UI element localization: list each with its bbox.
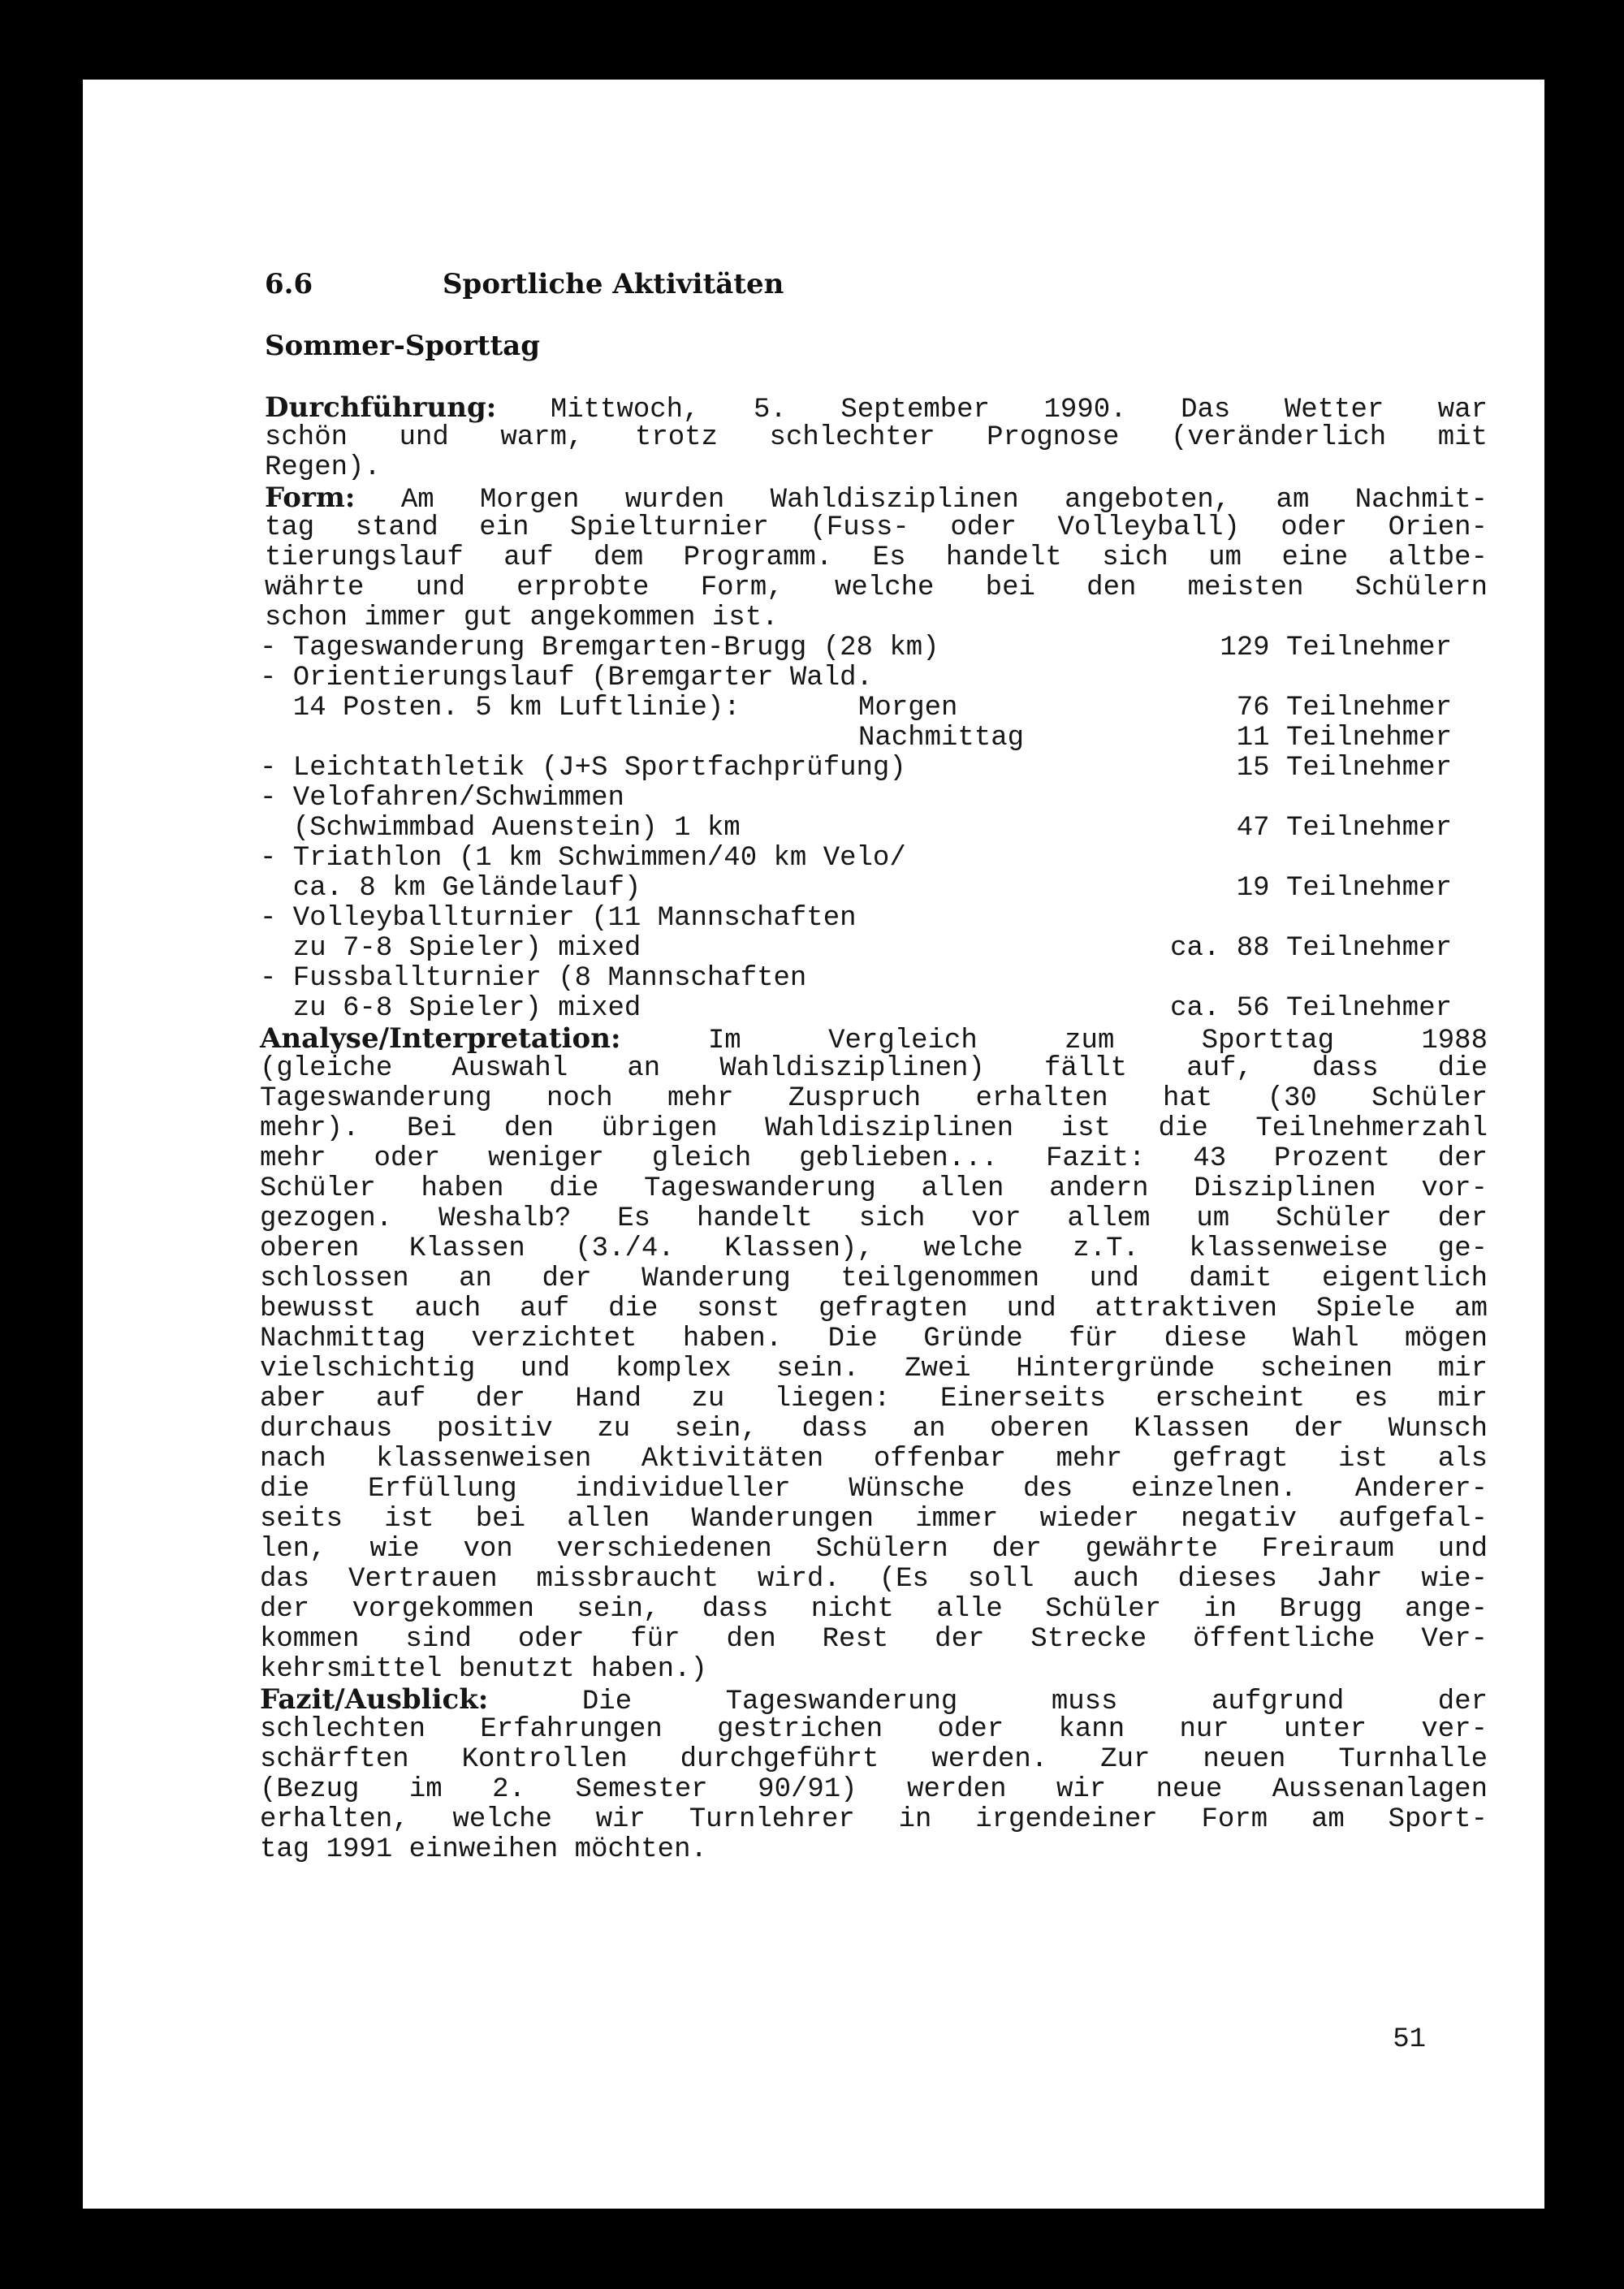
fazit-first-line (260, 1685, 1488, 1717)
analyse-line: die Erfüllung individueller Wünsche des einzelnen. Anderer- (260, 1474, 1488, 1505)
document-page (83, 80, 1544, 2209)
activity-item: - Triathlon (1 km Schwimmen/40 km Velo/ (260, 843, 906, 874)
activity-item: (Schwimmbad Auenstein) 1 km (260, 813, 741, 844)
fazit-line: erhalten, welche wir Turnlehrer in irgendeiner Form am Sport- (260, 1804, 1488, 1835)
activity-item: 14 Posten. 5 km Luftlinie): (260, 693, 741, 723)
page-content (83, 80, 1544, 2209)
fazit-last-line: tag 1991 einweihen möchten. (260, 1834, 707, 1865)
analyse-line: nach klassenweisen Aktivitäten offenbar mehr gefragt ist als (260, 1444, 1488, 1475)
activity-count: 129 Teilnehmer (1220, 633, 1452, 663)
page-number: 51 (1393, 2024, 1426, 2055)
activity-count: 19 Teilnehmer (1236, 873, 1452, 904)
analyse-line: bewusst auch auf die sonst gefragten und attraktiven Spiele am (260, 1294, 1488, 1324)
activity-item: ca. 8 km Geländelauf) (260, 873, 641, 904)
form-line: schon immer gut angekommen ist. (265, 602, 779, 633)
analyse-line: aber auf der Hand zu liegen: Einerseits erscheint es mir (260, 1384, 1488, 1414)
activity-item: - Fussballturnier (8 Mannschaften (260, 963, 807, 994)
activity-item: - Velofahren/Schwimmen (260, 783, 624, 814)
analyse-line: len, wie von verschiedenen Schülern der gewährte Freiraum und (260, 1534, 1488, 1565)
fazit-line: (Bezug im 2. Semester 90/91) werden wir neue Aussenanlagen (260, 1774, 1488, 1805)
section-title: Sportliche Aktivitäten (443, 268, 784, 300)
activity-count: ca. 56 Teilnehmer (1170, 993, 1452, 1024)
fazit-line: schlechten Erfahrungen gestrichen oder kann nur unter ver- (260, 1714, 1488, 1745)
analyse-line: gezogen. Weshalb? Es handelt sich vor allem um Schüler der (260, 1203, 1488, 1234)
fazit-line: schärften Kontrollen durchgeführt werden. Zur neuen Turnhalle (260, 1744, 1488, 1775)
activity-item: zu 6-8 Spieler) mixed (260, 993, 641, 1024)
analyse-line: Schüler haben die Tageswanderung allen andern Disziplinen vor- (260, 1173, 1488, 1204)
analyse-line: (gleiche Auswahl an Wahldisziplinen) fällt auf, dass die (260, 1053, 1488, 1084)
form-line: tag stand ein Spielturnier (Fuss- oder Volleyball) oder Orien- (265, 512, 1488, 543)
analyse-line: kommen sind oder für den Rest der Strecke öffentliche Ver- (260, 1624, 1488, 1655)
activity-item: - Volleyballturnier (11 Mannschaften (260, 903, 857, 934)
durchfuehrung-line-3: Regen). (265, 452, 381, 483)
activity-count: ca. 88 Teilnehmer (1170, 933, 1452, 964)
activity-item: zu 7-8 Spieler) mixed (260, 933, 641, 964)
activity-subgroup: Morgen (858, 693, 958, 723)
analyse-line: durchaus positiv zu sein, dass an oberen Klassen der Wunsch (260, 1414, 1488, 1445)
activity-count: 47 Teilnehmer (1236, 813, 1452, 844)
analyse-line: mehr oder weniger gleich geblieben... Fazit: 43 Prozent der (260, 1143, 1488, 1174)
analyse-line: schlossen an der Wanderung teilgenommen und damit eigentlich (260, 1263, 1488, 1294)
analyse-line: mehr). Bei den übrigen Wahldisziplinen ist die Teilnehmerzahl (260, 1113, 1488, 1144)
durchfuehrung-first-line (265, 393, 1488, 425)
analyse-first-line (260, 1024, 1488, 1056)
durchfuehrung-text: Mittwoch, 5. September 1990. Das Wetter war (550, 395, 1488, 425)
form-line: währte und erprobte Form, welche bei den meisten Schülern (265, 572, 1488, 603)
analyse-line: oberen Klassen (3./4. Klassen), welche z.T. klassenweise ge- (260, 1233, 1488, 1264)
analyse-line: seits ist bei allen Wanderungen immer wieder negativ aufgefal- (260, 1504, 1488, 1535)
form-first-line (265, 483, 1488, 516)
analyse-text: Im Vergleich zum Sporttag 1988 (707, 1026, 1488, 1056)
durchfuehrung-label: Durchführung: (265, 391, 497, 424)
fazit-text: Die Tageswanderung muss aufgrund der (581, 1687, 1488, 1717)
analyse-line: Nachmittag verzichtet haben. Die Gründe für diese Wahl mögen (260, 1324, 1488, 1354)
subtitle: Sommer-Sporttag (265, 330, 540, 362)
activity-count: 15 Teilnehmer (1236, 753, 1452, 784)
activity-item: - Orientierungslauf (Bremgarter Wald. (260, 663, 873, 693)
fazit-label: Fazit/Ausblick: (260, 1683, 489, 1716)
analyse-line: der vorgekommen sein, dass nicht alle Schüler in Brugg ange- (260, 1594, 1488, 1625)
analyse-line: Tageswanderung noch mehr Zuspruch erhalten hat (30 Schüler (260, 1083, 1488, 1114)
analyse-line: vielschichtig und komplex sein. Zwei Hintergründe scheinen mir (260, 1354, 1488, 1384)
activity-count: 76 Teilnehmer (1236, 693, 1452, 723)
analyse-label: Analyse/Interpretation: (260, 1022, 621, 1055)
activity-subgroup: Nachmittag (858, 723, 1025, 754)
form-text: Am Morgen wurden Wahldisziplinen angeboten, am Nachmit- (400, 485, 1488, 516)
analyse-last-line: kehrsmittel benutzt haben.) (260, 1654, 707, 1685)
activity-item: - Leichtathletik (J+S Sportfachprüfung) (260, 753, 906, 784)
analyse-line: das Vertrauen missbraucht wird. (Es soll auch dieses Jahr wie- (260, 1564, 1488, 1595)
activity-count: 11 Teilnehmer (1236, 723, 1452, 754)
activity-item: - Tageswanderung Bremgarten-Brugg (28 km) (260, 633, 939, 663)
section-number: 6.6 (265, 268, 313, 300)
durchfuehrung-line-2: schön und warm, trotz schlechter Prognose (veränderlich mit (265, 422, 1488, 453)
form-line: tierungslauf auf dem Programm. Es handelt sich um eine altbe- (265, 542, 1488, 573)
form-label: Form: (265, 482, 356, 514)
